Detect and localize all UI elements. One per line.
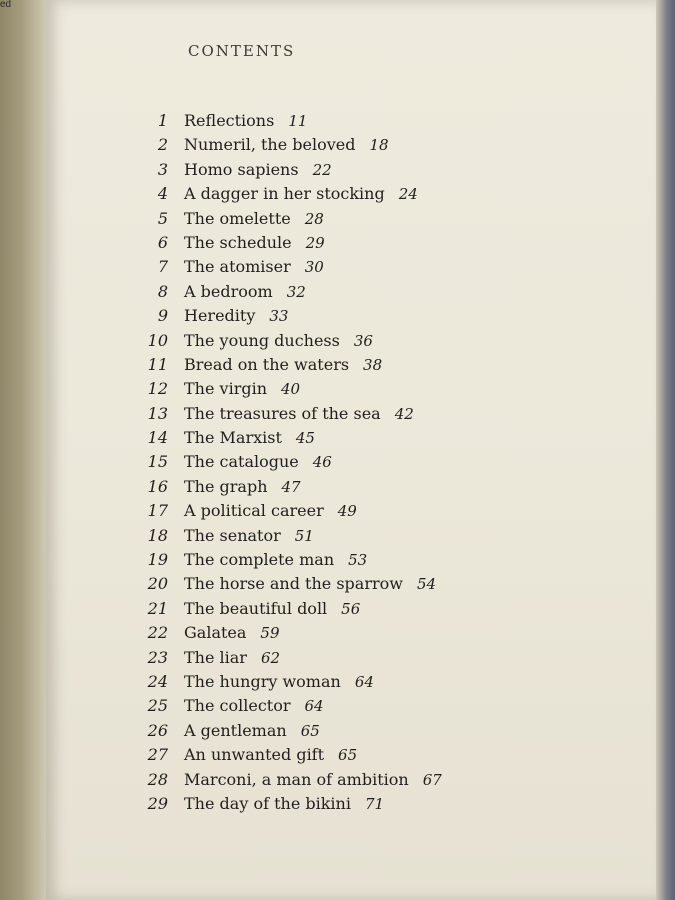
- chapter-title: The horse and the sparrow: [184, 574, 403, 594]
- chapter-number: 14: [147, 428, 168, 448]
- chapter-page-number: 71: [364, 794, 385, 813]
- chapter-number: 29: [147, 793, 168, 813]
- chapter-page-number: 24: [398, 185, 418, 204]
- toc-entry: [120, 353, 442, 377]
- chapter-title: The complete man: [184, 550, 335, 570]
- chapter-title: A gentleman: [184, 720, 287, 740]
- chapter-title: The virgin: [184, 379, 267, 399]
- toc-entry: [120, 207, 442, 231]
- chapter-page-number: 36: [353, 331, 373, 350]
- chapter-title: Bread on the waters: [184, 354, 350, 374]
- chapter-number: 19: [147, 550, 168, 570]
- toc-entry: [120, 743, 442, 767]
- chapter-page-number: 38: [363, 355, 383, 374]
- chapter-title: The collector: [184, 696, 291, 716]
- chapter-page-number: 11: [288, 112, 308, 130]
- chapter-page-number: 59: [260, 624, 280, 643]
- toc-entry: [120, 621, 442, 645]
- chapter-number: 27: [147, 745, 168, 765]
- chapter-page-number: 53: [348, 551, 368, 570]
- toc-entry: [120, 646, 442, 670]
- toc-entry: [120, 524, 442, 548]
- chapter-page-number: 40: [281, 380, 301, 399]
- chapter-title: Homo sapiens: [184, 159, 299, 179]
- chapter-title: The Marxist: [184, 428, 282, 448]
- chapter-page-number: 56: [341, 599, 361, 618]
- chapter-number: 13: [147, 403, 168, 423]
- chapter-title: The atomiser: [184, 257, 291, 277]
- chapter-page-number: 18: [369, 136, 389, 155]
- chapter-number: 1: [157, 111, 168, 130]
- toc-entry: [120, 694, 442, 718]
- toc-entry: [120, 426, 442, 450]
- toc-entry: [120, 792, 442, 816]
- chapter-title: The omelette: [184, 208, 291, 228]
- chapter-title: Reflections: [184, 111, 275, 130]
- toc-entry: [120, 597, 442, 621]
- toc-entry: [120, 499, 442, 523]
- toc-entry: [120, 377, 442, 401]
- contents-heading: CONTENTS: [188, 42, 296, 60]
- chapter-number: 18: [147, 525, 168, 545]
- chapter-title: Marconi, a man of ambition: [184, 769, 409, 789]
- chapter-page-number: 62: [260, 648, 281, 667]
- toc-entry: [120, 670, 442, 694]
- toc-entry: [120, 255, 442, 279]
- chapter-number: 17: [147, 501, 168, 521]
- chapter-page-number: 32: [286, 282, 306, 301]
- corner-text: ed: [0, 0, 12, 10]
- chapter-title: The liar: [184, 647, 247, 667]
- chapter-title: The catalogue: [184, 452, 299, 472]
- chapter-page-number: 67: [422, 770, 442, 789]
- chapter-page-number: 42: [394, 404, 414, 423]
- chapter-page-number: 46: [312, 453, 332, 472]
- toc-entry: [120, 133, 442, 157]
- chapter-title: The hungry woman: [184, 671, 341, 691]
- chapter-title: The graph: [184, 476, 268, 496]
- chapter-page-number: 28: [304, 209, 324, 228]
- toc-entry: [120, 280, 442, 304]
- chapter-number: 22: [147, 623, 168, 643]
- chapter-title: Galatea: [184, 623, 247, 643]
- toc-entry: [120, 158, 442, 182]
- chapter-number: 25: [147, 696, 168, 716]
- chapter-title: A political career: [184, 501, 324, 521]
- chapter-number: 3: [157, 159, 168, 179]
- toc-entry: [120, 304, 442, 328]
- chapter-number: 24: [147, 671, 168, 691]
- chapter-page-number: 45: [295, 429, 315, 448]
- table-of-contents: [120, 109, 442, 816]
- chapter-number: 9: [157, 306, 168, 326]
- chapter-title: Numeril, the beloved: [184, 135, 356, 155]
- page-edge: [656, 0, 675, 900]
- chapter-title: The day of the bikini: [184, 793, 351, 813]
- chapter-number: 16: [147, 476, 168, 496]
- chapter-page-number: 65: [338, 746, 358, 765]
- chapter-number: 2: [157, 135, 168, 155]
- toc-entry: [120, 768, 442, 792]
- chapter-title: Heredity: [184, 306, 256, 326]
- chapter-number: 23: [147, 647, 168, 667]
- chapter-page-number: 30: [304, 258, 324, 277]
- chapter-number: 6: [157, 232, 168, 252]
- chapter-title: An unwanted gift: [184, 745, 325, 765]
- chapter-title: The young duchess: [184, 330, 340, 350]
- toc-entry: [120, 572, 442, 596]
- chapter-number: 28: [147, 769, 168, 789]
- chapter-number: 15: [147, 452, 168, 472]
- chapter-page-number: 47: [281, 477, 301, 496]
- chapter-number: 10: [147, 330, 168, 350]
- chapter-title: The schedule: [184, 232, 292, 252]
- chapter-number: 11: [147, 354, 168, 374]
- chapter-page-number: 65: [300, 721, 320, 740]
- chapter-page-number: 64: [354, 672, 374, 691]
- chapter-page-number: 51: [294, 526, 314, 545]
- chapter-number: 4: [157, 184, 168, 204]
- toc-entry: [120, 109, 442, 133]
- chapter-title: A bedroom: [184, 281, 273, 301]
- chapter-number: 5: [157, 208, 168, 228]
- toc-entry: [120, 231, 442, 255]
- chapter-title: The senator: [184, 525, 281, 545]
- chapter-title: The treasures of the sea: [184, 403, 381, 423]
- toc-entry: [120, 548, 442, 572]
- toc-entry: [120, 475, 442, 499]
- chapter-page-number: 64: [304, 697, 324, 716]
- chapter-title: The beautiful doll: [184, 598, 328, 618]
- chapter-page-number: 22: [312, 160, 332, 179]
- toc-entry: [120, 402, 442, 426]
- chapter-page-number: 54: [416, 575, 437, 594]
- chapter-title: A dagger in her stocking: [184, 184, 385, 204]
- chapter-page-number: 33: [269, 307, 289, 326]
- toc-entry: [120, 182, 442, 206]
- chapter-page-number: 49: [337, 502, 357, 521]
- toc-entry: [120, 450, 442, 474]
- chapter-page-number: 29: [305, 233, 325, 252]
- chapter-number: 20: [147, 574, 168, 594]
- chapter-number: 12: [147, 379, 168, 399]
- chapter-number: 7: [157, 257, 168, 277]
- chapter-number: 26: [147, 720, 168, 740]
- facing-page-shadow: [0, 0, 52, 900]
- toc-entry: [120, 329, 442, 353]
- toc-entry: [120, 719, 442, 743]
- chapter-number: 8: [157, 281, 168, 301]
- chapter-number: 21: [147, 598, 168, 618]
